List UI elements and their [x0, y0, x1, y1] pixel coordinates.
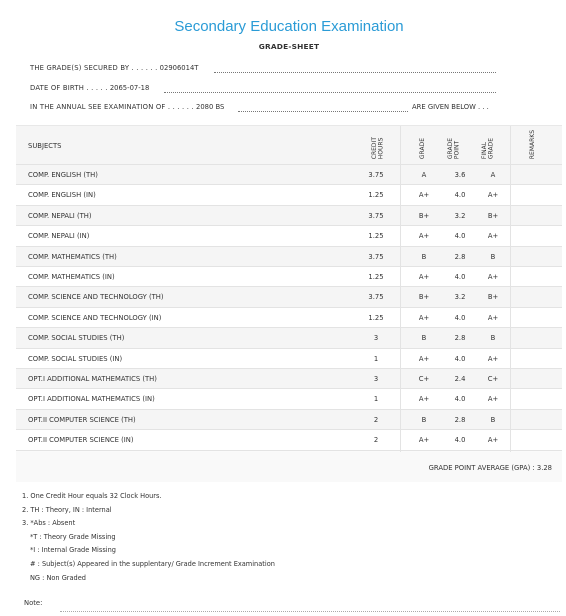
- final-grade-cell: A+: [487, 313, 499, 322]
- secured-by-label: THE GRADE(S) SECURED BY . . . . . .: [30, 64, 158, 72]
- note-dotted-line: [60, 611, 560, 612]
- exam-label: IN THE ANNUAL SEE EXAMINATION OF . . . . . .: [30, 103, 194, 111]
- final-grade-cell: B+: [487, 293, 499, 302]
- dotted-fill: [214, 72, 496, 73]
- final-grade-cell: A+: [487, 191, 499, 200]
- dob-label: DATE OF BIRTH . . . . .: [30, 84, 108, 92]
- note-sub-item: *I : Internal Grade Missing: [30, 546, 116, 555]
- note-item: 1. One Credit Hour equals 32 Clock Hours.: [22, 492, 162, 500]
- secured-by-value: 02906014T: [159, 64, 199, 72]
- subject-cell: OPT.I ADDITIONAL MATHEMATICS (IN): [28, 395, 155, 404]
- table-header: [16, 126, 562, 165]
- table-row: [16, 430, 562, 450]
- final-grade-cell: C+: [487, 375, 499, 383]
- grade-cell: B: [421, 252, 427, 261]
- table-row: [16, 389, 562, 409]
- subject-cell: COMP. MATHEMATICS (IN): [28, 273, 115, 281]
- grade-point-cell: 4.0: [454, 273, 466, 281]
- subject-cell: COMP. ENGLISH (IN): [28, 191, 96, 200]
- grade-cell: A+: [418, 395, 430, 404]
- grade-point-cell: 3.6: [454, 171, 466, 179]
- grade-cell: A+: [418, 273, 430, 281]
- grade-point-cell: 3.2: [454, 211, 466, 220]
- dob-line: [30, 84, 149, 92]
- page-title: Secondary Education Examination: [174, 18, 404, 35]
- subject-cell: OPT.I ADDITIONAL MATHEMATICS (TH): [28, 375, 157, 383]
- final-grade-cell: B: [490, 415, 496, 424]
- grade-point-cell: 2.4: [454, 375, 466, 383]
- grade-point-cell: 2.8: [454, 334, 466, 343]
- column-divider: [510, 126, 511, 452]
- credit-hours-cell: 3: [373, 375, 379, 383]
- table-row: [16, 349, 562, 369]
- table-row: [16, 165, 562, 185]
- credit-hours-cell: 1.25: [368, 191, 384, 200]
- credit-hours-cell: 1: [373, 395, 379, 404]
- grade-cell: B+: [418, 211, 430, 220]
- table-row: [16, 206, 562, 226]
- subject-cell: COMP. SOCIAL STUDIES (TH): [28, 334, 125, 343]
- credit-hours-cell: 2: [373, 436, 379, 445]
- credit-hours-cell: 3.75: [368, 293, 384, 302]
- grade-cell: A+: [418, 313, 430, 322]
- col-final-grade: FINAL GRADE: [481, 137, 495, 159]
- credit-hours-cell: 3: [373, 334, 379, 343]
- grade-cell: B: [421, 415, 427, 424]
- subject-cell: COMP. SOCIAL STUDIES (IN): [28, 354, 123, 363]
- grade-cell: B: [421, 334, 427, 343]
- col-grade-point: GRADE POINT: [447, 137, 461, 159]
- final-grade-cell: B: [490, 334, 496, 343]
- notes-list: [22, 490, 275, 585]
- grade-cell: A+: [418, 191, 430, 200]
- grade-point-cell: 2.8: [454, 415, 466, 424]
- table-row: [16, 226, 562, 246]
- grade-cell: A+: [418, 354, 430, 363]
- table-row: [16, 328, 562, 348]
- table-row: [16, 247, 562, 267]
- grade-point-cell: 4.0: [454, 313, 466, 322]
- grade-point-cell: 4.0: [454, 395, 466, 404]
- final-grade-cell: A+: [487, 395, 499, 404]
- note-sub-item: *T : Theory Grade Missing: [30, 532, 116, 541]
- credit-hours-cell: 3.75: [368, 171, 384, 179]
- credit-hours-cell: 2: [373, 415, 379, 424]
- subject-cell: COMP. NEPALI (IN): [28, 232, 90, 241]
- col-subjects: SUBJECTS: [28, 142, 62, 150]
- table-row: [16, 410, 562, 430]
- final-grade-cell: A+: [487, 436, 499, 445]
- subject-cell: OPT.II COMPUTER SCIENCE (IN): [28, 436, 134, 445]
- final-grade-cell: A: [490, 171, 496, 179]
- grade-sheet: [16, 6, 562, 616]
- grade-point-cell: 4.0: [454, 232, 466, 241]
- final-grade-cell: A+: [487, 354, 499, 363]
- grade-point-cell: 4.0: [454, 191, 466, 200]
- subject-cell: COMP. SCIENCE AND TECHNOLOGY (IN): [28, 313, 162, 322]
- credit-hours-cell: 3.75: [368, 252, 384, 261]
- note-label: Note:: [24, 599, 43, 607]
- subject-cell: COMP. NEPALI (TH): [28, 211, 92, 220]
- table-body: [16, 165, 562, 453]
- credit-hours-cell: 1.25: [368, 313, 384, 322]
- gpa-text: GRADE POINT AVERAGE (GPA) : 3.28: [428, 464, 552, 472]
- note-sub-item: NG : Non Graded: [30, 573, 86, 582]
- subject-cell: COMP. SCIENCE AND TECHNOLOGY (TH): [28, 293, 164, 302]
- exam-value: 2080 BS: [196, 103, 225, 111]
- grade-cell: A: [421, 171, 427, 179]
- final-grade-cell: B+: [487, 211, 499, 220]
- grade-cell: A+: [418, 232, 430, 241]
- grades-table: [16, 125, 562, 452]
- grade-point-cell: 4.0: [454, 436, 466, 445]
- grade-point-cell: 2.8: [454, 252, 466, 261]
- dob-value: 2065-07-18: [109, 84, 150, 92]
- dotted-fill: [238, 111, 408, 112]
- table-row: [16, 369, 562, 389]
- column-divider: [400, 126, 401, 452]
- credit-hours-cell: 1.25: [368, 273, 384, 281]
- grade-cell: C+: [418, 375, 430, 383]
- exam-suffix: ARE GIVEN BELOW . . .: [412, 103, 489, 111]
- grade-cell: A+: [418, 436, 430, 445]
- final-grade-cell: A+: [487, 232, 499, 241]
- dotted-fill: [164, 92, 496, 93]
- secured-by-line: [30, 64, 198, 72]
- table-row: [16, 267, 562, 287]
- credit-hours-cell: 1.25: [368, 232, 384, 241]
- page-subtitle: GRADE-SHEET: [258, 42, 320, 51]
- subject-cell: OPT.II COMPUTER SCIENCE (TH): [28, 415, 136, 424]
- grade-cell: B+: [418, 293, 430, 302]
- final-grade-cell: B: [490, 252, 496, 261]
- table-row: [16, 185, 562, 205]
- grade-point-cell: 3.2: [454, 293, 466, 302]
- exam-line: [30, 103, 224, 111]
- credit-hours-cell: 1: [373, 354, 379, 363]
- note-sub-item: # : Subject(s) Appeared in the supplentary/ Grade Increment Examination: [30, 559, 275, 568]
- subject-cell: COMP. ENGLISH (TH): [28, 171, 98, 179]
- gpa-row: [16, 452, 562, 482]
- table-row: [16, 287, 562, 307]
- subject-cell: COMP. MATHEMATICS (TH): [28, 252, 117, 261]
- col-remarks: REMARKS: [529, 129, 536, 159]
- col-credit-hours: CREDIT HOURS: [371, 136, 385, 159]
- col-grade: GRADE: [419, 137, 426, 159]
- table-row: [16, 308, 562, 328]
- note-item: 3. *Abs : Absent: [22, 519, 76, 528]
- grade-point-cell: 4.0: [454, 354, 466, 363]
- note-item: 2. TH : Theory, IN : Internal: [22, 505, 112, 514]
- credit-hours-cell: 3.75: [368, 211, 384, 220]
- final-grade-cell: A+: [487, 273, 499, 281]
